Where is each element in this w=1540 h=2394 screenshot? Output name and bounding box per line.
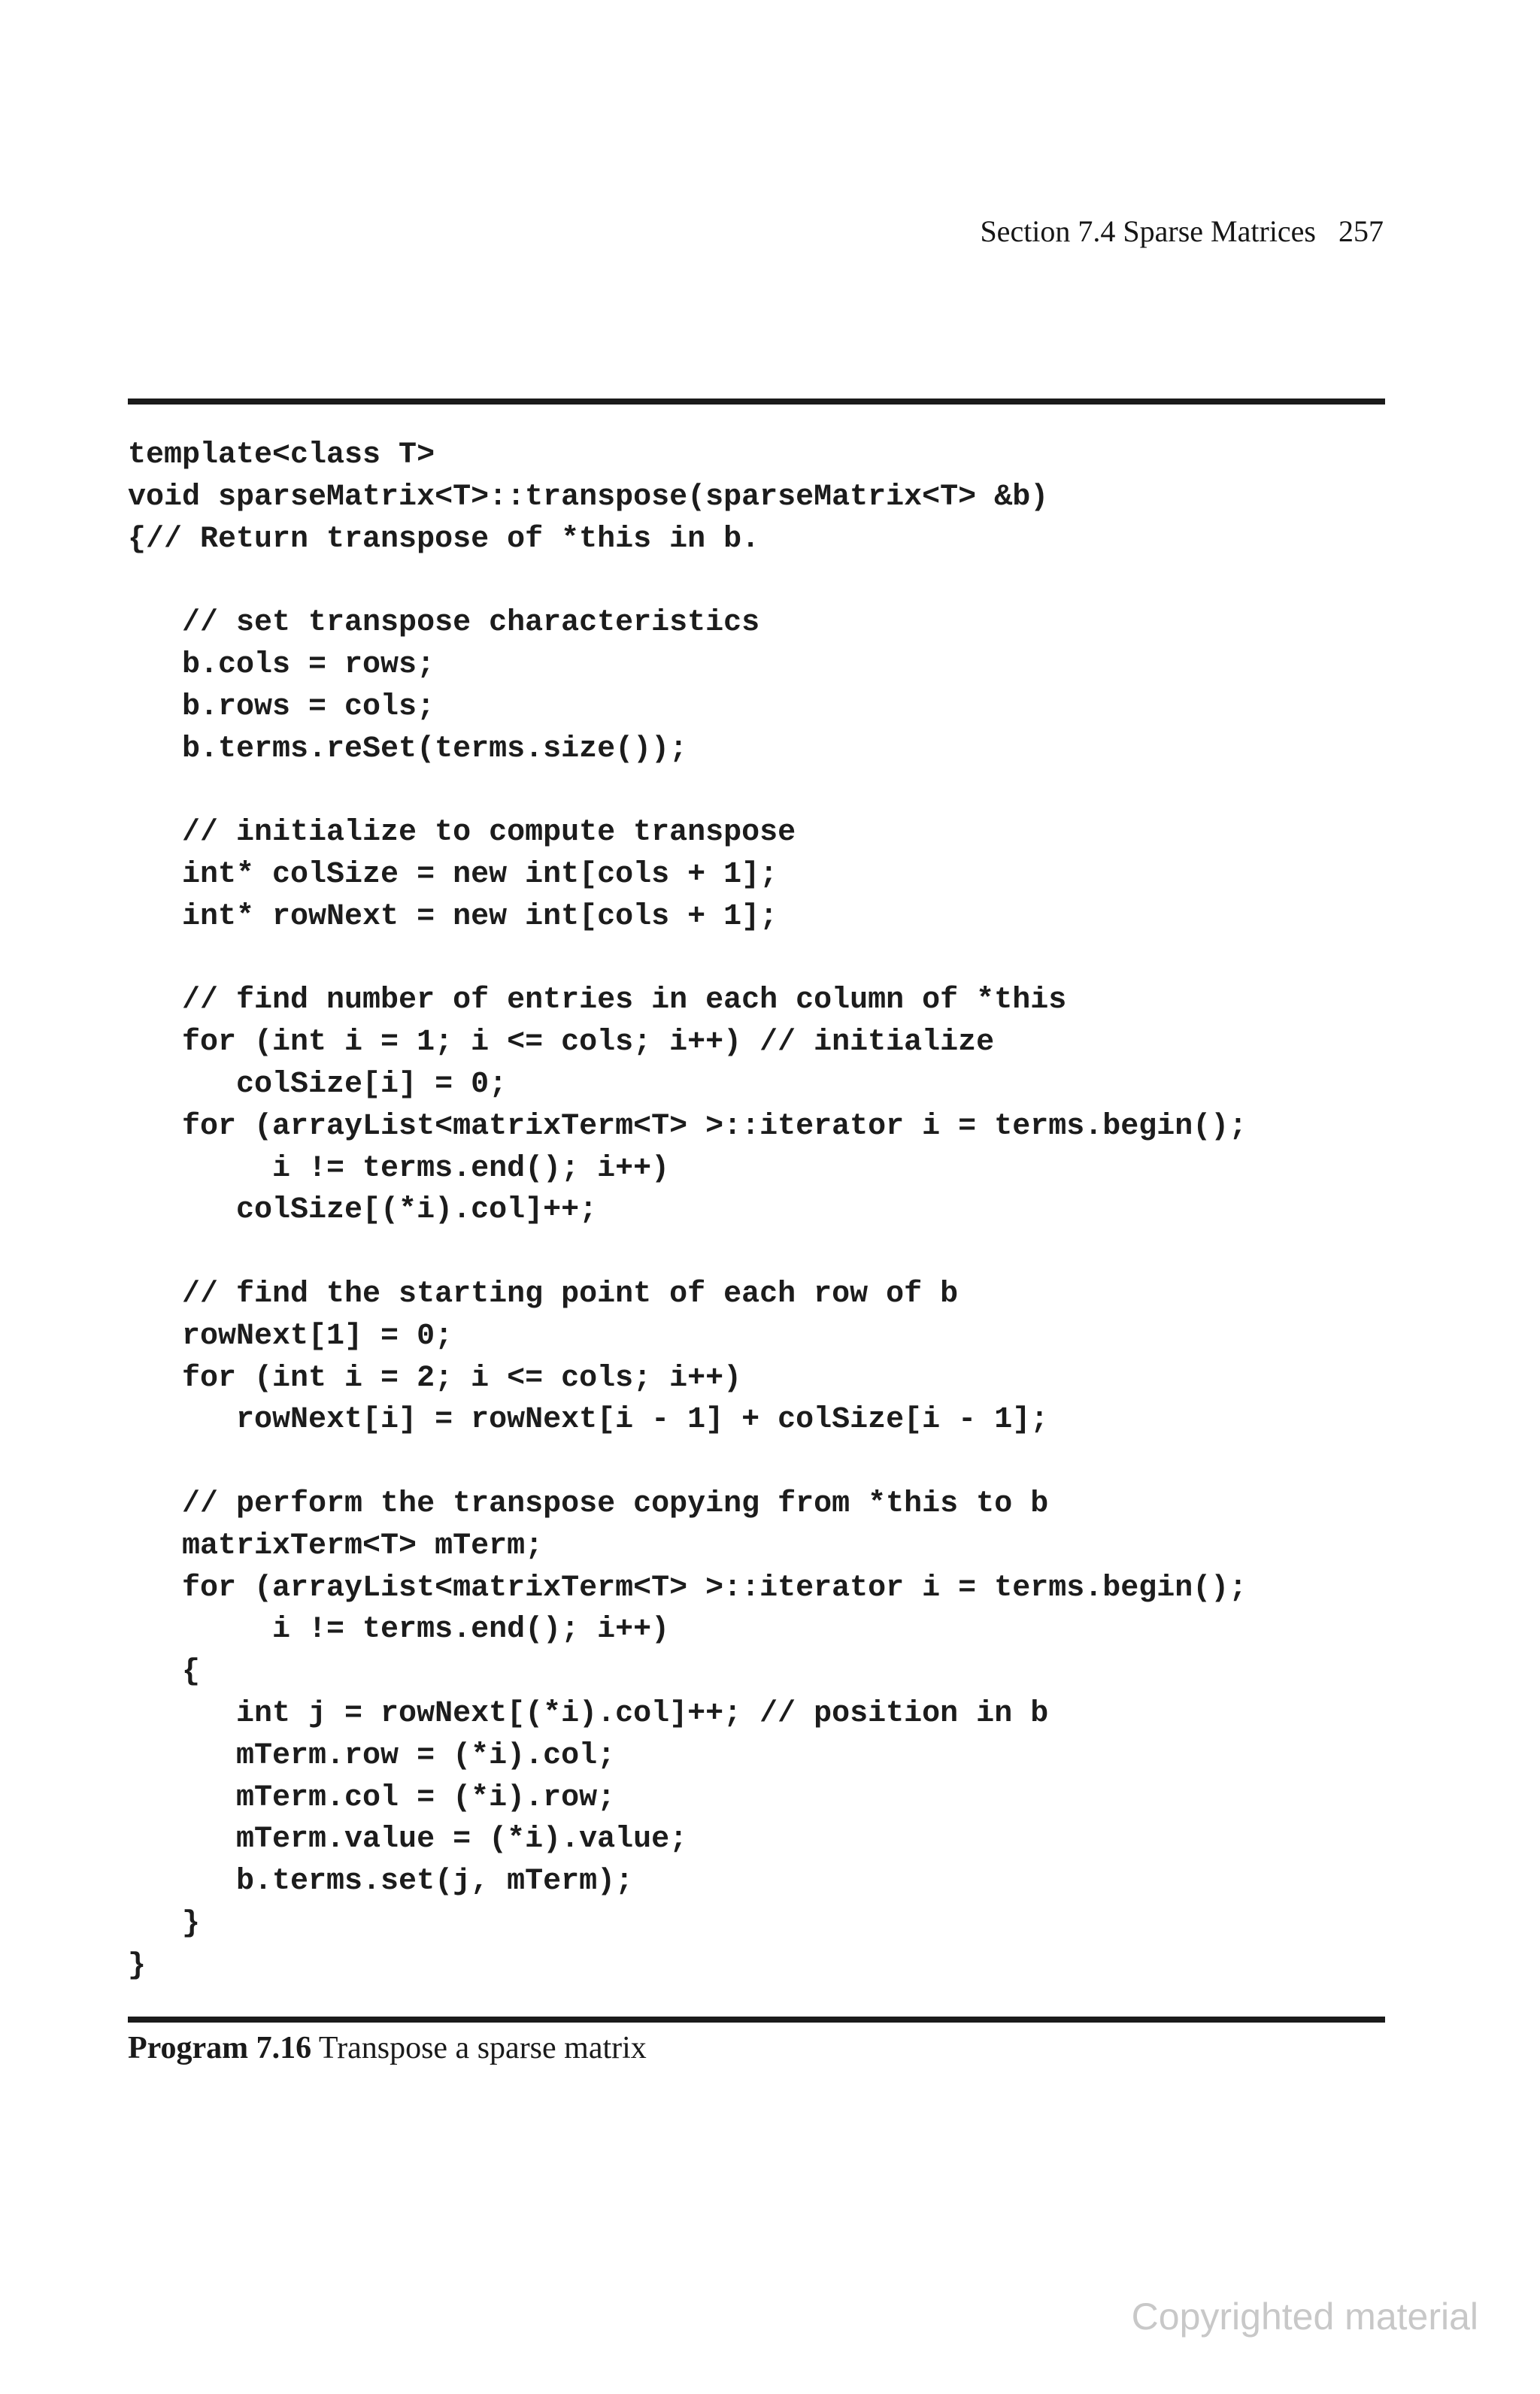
code-line: for (arrayList<matrixTerm<T> >::iterator i = terms.begin(); [128,1571,1247,1605]
section-title: Section 7.4 Sparse Matrices [980,214,1316,248]
code-line: // perform the transpose copying from *this to b [128,1486,1049,1521]
code-line [128,1441,1406,1483]
code-line: mTerm.value = (*i).value; [128,1823,688,1857]
code-line: b.terms.reSet(terms.size()); [128,732,688,766]
code-line: i != terms.end(); i++) [128,1613,670,1647]
caption-text: Transpose a sparse matrix [318,2031,647,2065]
code-line: rowNext[i] = rowNext[i - 1] + colSize[i - 1]; [128,1403,1049,1438]
code-line [128,770,1406,812]
code-line: int* colSize = new int[cols + 1]; [128,857,778,892]
code-line: void sparseMatrix<T>::transpose(sparseMatrix<T> &b) [128,480,1049,514]
bottom-rule [128,2017,1385,2023]
code-line: for (int i = 1; i <= cols; i++) // initialize [128,1026,995,1060]
running-header [752,214,1384,249]
code-line: colSize[i] = 0; [128,1067,508,1102]
copyright-watermark: Copyrighted material [1131,2296,1478,2338]
code-line: // initialize to compute transpose [128,816,796,850]
code-line: // set transpose characteristics [128,606,760,641]
code-line: matrixTerm<T> mTerm; [128,1529,544,1563]
code-line: for (int i = 2; i <= cols; i++) [128,1361,742,1395]
code-line [128,560,1406,602]
code-line: // find the starting point of each row of b [128,1277,959,1311]
caption-label: Program 7.16 [128,2031,312,2065]
code-line: b.cols = rows; [128,647,435,682]
code-line: int j = rowNext[(*i).col]++; // position in b [128,1696,1049,1731]
code-line: colSize[(*i).col]++; [128,1193,598,1228]
code-line: mTerm.col = (*i).row; [128,1780,616,1815]
code-line: // find number of entries in each column of *this [128,983,1067,1018]
top-rule [128,398,1385,405]
page-number: 257 [1338,214,1384,248]
code-listing [128,435,1406,1986]
code-line: template<class T> [128,438,435,472]
code-line: mTerm.row = (*i).col; [128,1738,616,1773]
code-line: for (arrayList<matrixTerm<T> >::iterator i = terms.begin(); [128,1109,1247,1144]
code-line: b.rows = cols; [128,689,435,724]
code-line: int* rowNext = new int[cols + 1]; [128,899,778,934]
code-line: {// Return transpose of *this in b. [128,522,760,556]
code-line: { [128,1655,201,1689]
code-line [128,938,1406,980]
code-line [128,1232,1406,1274]
code-line: } [128,1906,201,1941]
code-line: b.terms.set(j, mTerm); [128,1865,634,1899]
program-caption [128,2030,647,2066]
code-line: } [128,1948,147,1983]
code-line: rowNext[1] = 0; [128,1319,453,1353]
code-line: i != terms.end(); i++) [128,1151,670,1186]
